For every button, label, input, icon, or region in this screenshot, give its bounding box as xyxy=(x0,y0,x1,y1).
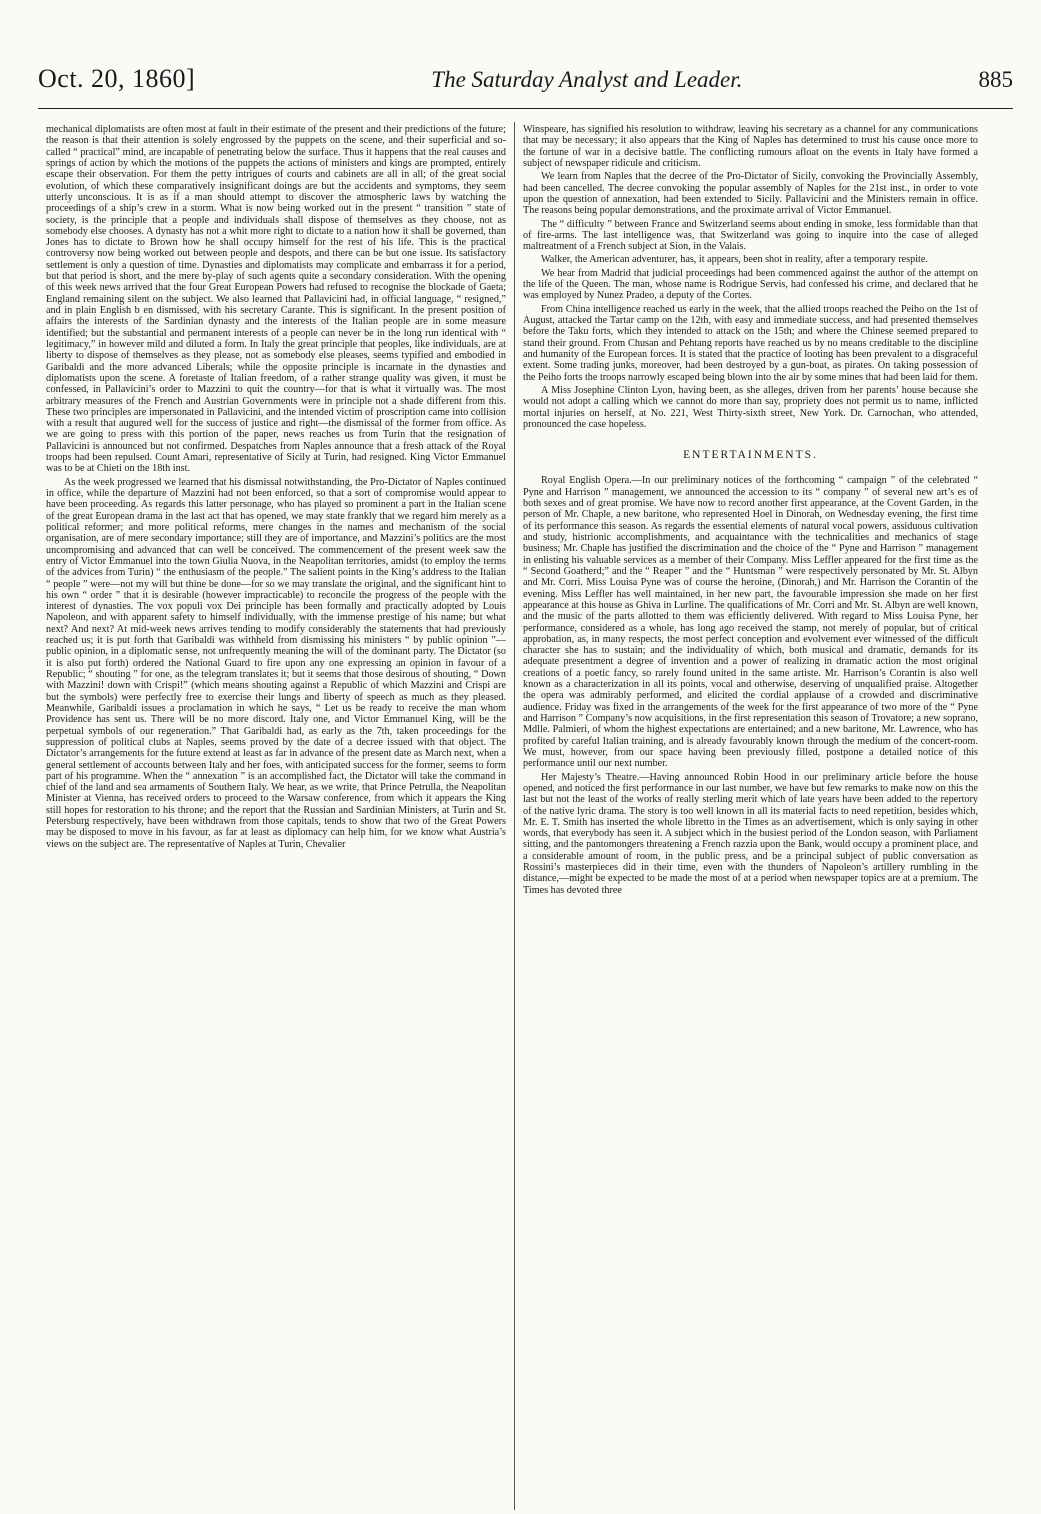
left-column xyxy=(46,124,506,1509)
entertainment-paragraph-1: Royal English Opera.—In our preliminary notices of the forthcoming “ campaign ” of the celebrated “ Pyne and Harrison ” management, we announced the accession to its “ company ” of several new art’s es of both sexes and of great promise. We have now to record another first appearance, at the Covent Garden, in the person of Mr. Chaple, a new baritone, who represented Hoel in Dinorah, on Wednesday evening, the first time of its performance this season. As regards the essential elements of natural vocal powers, assiduous cultivation and study, histrionic accomplishments, and acquaintance with the technicalities and mechanics of stage business; Mr. Chaple has justified the discrimination and the choice of the “ Pyne and Harrison ” management in enlisting his valuable services as a member of their Company. Miss Leffler appeared for the first time as the “ Second Goatherd;” and the “ Reaper ” and the “ Huntsman ” were respectively personated by Mr. St. Albyn and Mr. Corri. Miss Louisa Pyne was of course the heroine, (Dinorah,) and Mr. Harrison the Corantin of the evening. Miss Leffler has well maintained, in her new part, the favourable impression she made on her first appearance at this house as Ghiva in Lurline. The qualifications of Mr. Corri and Mr. St. Albyn are well known, and the music of the parts allotted to them was efficiently delivered. With regard to Miss Louisa Pyne, her performance, considered as a whole, has long ago received the stamp, not merely of popular, but of critical approbation, as, in many respects, the most perfect conception and evolvement ever witnessed of the difficult character she has to sustain; and the individuality of which, both musical and dramatic, demands for its adequate presentment a degree of invention and a power of realizing in dramatic action the most original creations of a poetic fancy, so rarely found united in the same artiste. Mr. Harrison’s Corantin is also well known as a characterization in all its points, vocal and otherwise, deserving of unqualified praise. Altogether the opera was admirably performed, and elicited the cordial applause of a crowded and discriminative audience. Friday was fixed in the arrangements of the week for the first appearance of two more of the “ Pyne and Harrison ” Company’s now acquisitions, in the first representation this season of Trovatore; a new soprano, Mdlle. Palmieri, of whom the highest expectations are entertained; and a new baritone, Mr. Lawrence, who has profited by careful Italian training, and is already favourably known through the medium of the concert-room. We must, however, from our space having been previously filled, postpone a detailed notice of this performance until our next number. xyxy=(523,475,978,770)
right-paragraph-1: Winspeare, has signified his resolution to withdraw, leaving his secretary as a channel for any communications that may be necessary; it also appears that the King of Naples has determined to trust his cause once more to the fortune of war in a decisive battle. The conflicting rumours afloat on the events in Italy have formed a subject of newspaper ridicule and criticism. xyxy=(523,124,978,169)
entertainment-paragraph-2: Her Majesty’s Theatre.—Having announced Robin Hood in our preliminary article before the house opened, and noticed the first performance in our last number, we have but few remarks to make now on this the last but not the least of the works of really sterling merit which of late years have been added to the repertory of the native lyric drama. The story is too well known in all its material facts to need repetition, besides which, Mr. E. T. Smith has inserted the whole libretto in the Times as an advertisement, which is only saying in other words, that everybody has seen it. A subject which in the busiest period of the London season, with Parliament sitting, and the pantomongers threatening a French razzia upon the Bank, would occupy a prominent place, and a considerable amount of room, in the public press, and be a principal subject of public conversation as Rossini’s masterpieces did in their time, even with the thunders of Napoleon’s artillery rumbling in the distance,—might be expected to be made the most of at a period when newspaper topics are at a premium. The Times has devoted three xyxy=(523,771,978,896)
section-heading-entertainments: ENTERTAINMENTS. xyxy=(683,449,818,462)
left-paragraph-2: As the week progressed we learned that his dismissal notwithstanding, the Pro-Dictator of Naples continued in office, while the departure of Mazzini had not been enforced, so that a sort of compromise would appear to have been proceeding. As regards this latter personage, who has played so prominent a part in the Italian scene of the great European drama in the last act that has opened, we may state frankly that we regard him merely as a political reformer; and more political reforms, mere changes in the names and mechanism of the social organisation, are of mere secondary importance; still they are of importance, and Mazzini’s politics are the most uncompromising and advanced that can well be conceived. The commencement of the present week saw the entry of Victor Emmanuel into the town Giulia Nuova, in the Neapolitan territories, amidst (to employ the terms of the advices from Turin) “ the enthusiasm of the people.” The salient points in the King’s address to the Italian “ people ” were—not my will but thine be done—for so we may translate the original, and the significant hint to his own “ order ” that it is desirable (however impracticable) to reconcile the progress of the people with the interest of dynasties. The vox populi vox Dei principle has been formally and practically adopted by Louis Napoleon, and with apparent safety to himself individually, with the immense prestige of his name; but what next? And next? At mid-week news arrives tending to modify considerably the statements that had previously reached us; it is put forth that Garibaldi was withheld from dismissing his ministers “ by public opinion ”—public opinion, in a diplomatic sense, not unfrequently meaning the will of the dominant party. The Dictator (so it is also put forth) ordered the National Guard to fire upon any one expressing an opinion in favour of a Republic; “ shouting ” for one, as the telegram translates it; but it seems that those desirous of shouting, “ Down with Mazzini! down with Crispi!” (which means shouting against a Republic of which Mazzini and Crispi are but the symbols) were perfectly free to exercise their lungs and liberty of speech as much as they pleased. Meanwhile, Garibaldi issues a proclamation in which he says, “ Let us be ready to receive the man whom Providence has sent us. There will be no more discord. Italy one, and Victor Emmanuel King, will be the perpetual symbols of our regeneration.” That Garibaldi had, as early as the 7th, taken proceedings for the suppression of political clubs at Naples, seems proved by the date of a decree issued with that object. The Dictator’s arrangements for the future extend at least as far in advance of the present date as March next, when a general settlement of accounts between Italy and her foes, with anticipated success for the former, seems to form part of his programme. When the “ annexation ” is an accomplished fact, the Dictator will take the command in chief of the land and sea armaments of Southern Italy. We hear, as we write, that Prince Petrulla, the Neapolitan Minister at Vienna, has received orders to proceed to the Warsaw conference, from which it appears the King still hopes for restoration to his throne; and the report that the Russian and Sardinian Ministers, at Turin and St. Petersburg respectively, have been withdrawn from those capitals, tends to show that two of the Great Powers may be disposed to move in his favour, as far at least as diplomacy can help him, for we know what Austria’s views on the subject are. The representative of Naples at Turin, Chevalier xyxy=(46,476,506,850)
right-paragraph-7: A Miss Josephine Clinton Lyon, having been, as she alleges, driven from her parents’ house because she would not adopt a calling which we cannot do more than say, propriety does not permit us to name, inflicted mortal injuries on herself, at No. 221, West Thirty-sixth street, New York. Dr. Carnochan, who attended, pronounced the case hopeless. xyxy=(523,384,978,430)
header-title: The Saturday Analyst and Leader. xyxy=(431,67,743,92)
right-paragraph-4: Walker, the American adventurer, has, it appears, been shot in reality, after a temporary respite. xyxy=(541,254,928,266)
header-date: Oct. 20, 1860] xyxy=(38,64,196,93)
right-paragraph-2: We learn from Naples that the decree of the Pro-Dictator of Sicily, convoking the Provincially Assembly, had been cancelled. The decree convoking the popular assembly of Naples for the 21st inst., in order to vote upon the question of annexation, had been extended to Sicily. Pallavicini and the Ministers remain in office. The reasons being popular demonstrations, and the proximate arrival of Victor Emmanuel. xyxy=(523,171,978,217)
page-header xyxy=(38,64,1013,109)
right-paragraph-6: From China intelligence reached us early in the week, that the allied troops reached the Peiho on the 1st of August, attacked the Tartar camp on the 12th, with easy and immediate success, and had presented themselves before the Taku forts, which they intended to attack on the 15th; and where the Chinese seemed prepared to stand their ground. From Chusan and Pehtang reports have reached us by no means creditable to the discipline and humanity of the European forces. It is stated that the practice of looting has been prevalent to a disgraceful extent. Some trading junks, moreover, had been destroyed by a gun-boat, as pirates. On taking possession of the Peiho forts the troops narrowly escaped being blown into the air by some mines that had been laid for them. xyxy=(523,303,978,383)
left-paragraph-1: mechanical diplomatists are often most at fault in their estimate of the present and their predictions of the future; the reason is that their attention is solely engrossed by the puppets on the scene, and their superficial and so-called “ practical” mind, are incapable of penetrating below the surface. Thus it happens that the real causes and springs of action by which the motions of the puppets the actions of ministers and kings are prompted, entirely escape their observation. For them the petty intrigues of courts and cabinets are all in all; of the great social evolution, of which these comparatively insignificant doings are but the accidents and symptoms, they seem utterly unconscious. It is as if a man should attempt to discover the atmospheric laws by watching the proceedings of a ship’s crew in a storm. What is now being worked out in the present “ transition ” state of society, is the principle that a people and individuals shall dispose of themselves as they choose, not as somebody else chooses. A dynasty has not a whit more right to dictate to a nation how it shall be governed, than Jones has to dictate to Brown how he shall occupy himself for the rest of his life. This is the practical controversy now being worked out between people and despots, and there can be but one issue. Its satisfactory settlement is only a question of time. Dynasties and diplomatists may complicate and embarrass it for a period, but that period is short, and the mere by-play of such agents quite a secondary consideration. With the opening of this week news arrived that the four Great European Powers had refused to recognise the blockade of Gaeta; England remaining silent on the subject. We also learned that Pallavicini had, in official language, “ resigned,” and in plain English b en dismissed, with his secretary Carante. This is significant. In the present position of affairs the interests of the Sardinian dynasty and the interests of the Italian people are in some measure identified; but the substantial and permanent interests of a people can never be in the long run identical with “ legitimacy,” in however mild and diluted a form. In Italy the great principle that peoples, like individuals, are at liberty to dispose of themselves as they please, not as somebody else pleases, seems typified and embodied in Garibaldi and the more advanced Liberals; while the opposite principle is incarnate in the dynasties and diplomatists upon the scene. A foretaste of Italian freedom, of a rather strange quality was given, it must be confessed, in Pallavicini’s order to Mazzini to quit the country—for that is what it virtually was. The most arbitrary measures of the French and Austrian Governments were in principle not a shade different from this. These two principles are impersonated in Pallavicini, and the intended victim of proscription came into collision with a result that augured well for the success of justice and right—the dismissal of the former from office. As we are going to press with this portion of the paper, news reaches us from Turin that the resignation of Pallavicini is announced but not confirmed. Despatches from Naples announce that a fresh attack of the Royal troops had been repulsed. Count Amari, representative of Sicily at Turin, had resigned. King Victor Emmanuel was to be at Chieti on the 18th inst. xyxy=(46,124,506,475)
column-divider xyxy=(514,122,515,1510)
right-paragraph-3: The “ difficulty ” between France and Switzerland seems about ending in smoke, less formidable than that of fire-arms. The last intelligence was, that Switzerland was going to inquire into the case of alleged maltreatment of a French subject at Sion, in the Valais. xyxy=(523,218,978,253)
header-page-number: 885 xyxy=(978,67,1013,92)
right-column xyxy=(523,124,978,1509)
right-paragraph-5: We hear from Madrid that judicial proceedings had been commenced against the author of the attempt on the life of the Queen. The man, whose name is Rodrigue Servis, had confessed his crime, and declared that he was employed by Nunez Pradeo, a deputy of the Cortes. xyxy=(523,267,978,302)
